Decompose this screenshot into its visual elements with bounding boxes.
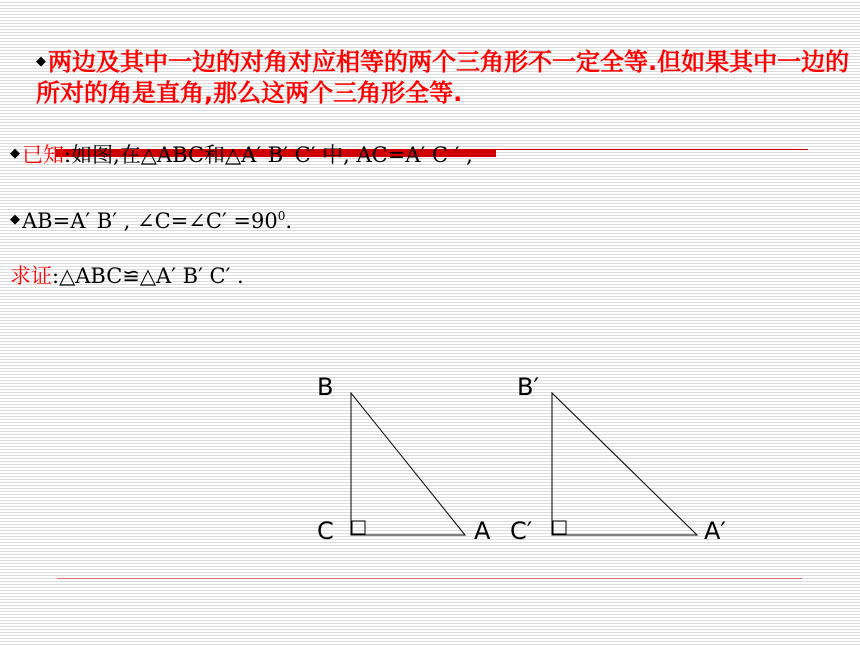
vertex-label-a: A	[474, 517, 491, 545]
vertex-label-b-prime: B′	[517, 373, 539, 401]
vertex-label-b: B	[317, 373, 334, 401]
prove-label: 求证	[10, 264, 52, 288]
right-angle-mark-c	[352, 521, 365, 534]
diamond-bullet-icon: ◆	[36, 54, 46, 69]
vertex-label-c-prime: C′	[510, 517, 533, 545]
given2-text: AB=A′ B′ , ∠C=∠C′ =90	[22, 209, 278, 233]
given-label: 已知	[22, 143, 64, 167]
triangle-a-prime-b-prime-c-prime	[552, 393, 697, 535]
triangle-abc	[351, 393, 465, 535]
given-text: :如图,在△ABC和△A′ B′ C′ 中,	[64, 143, 350, 167]
bottom-divider	[57, 578, 802, 579]
given-condition: AC=A′ C ′ ,	[349, 143, 473, 167]
prove-text: :△ABC≌△A′ B′ C′ .	[52, 264, 244, 288]
degree-superscript: 0	[277, 209, 286, 223]
given2-end: .	[285, 209, 293, 233]
diamond-bullet-icon: ◆	[10, 212, 20, 227]
right-angle-mark-c-prime	[553, 521, 566, 534]
statement-text: 两边及其中一边的对角对应相等的两个三角形不一定全等.但如果其中一边的所对的角是直角,那么这两个三角形全等.	[36, 48, 850, 107]
diamond-bullet-icon: ◆	[10, 146, 20, 161]
vertex-label-a-prime: A′	[704, 517, 726, 545]
vertex-label-c: C	[317, 517, 334, 545]
